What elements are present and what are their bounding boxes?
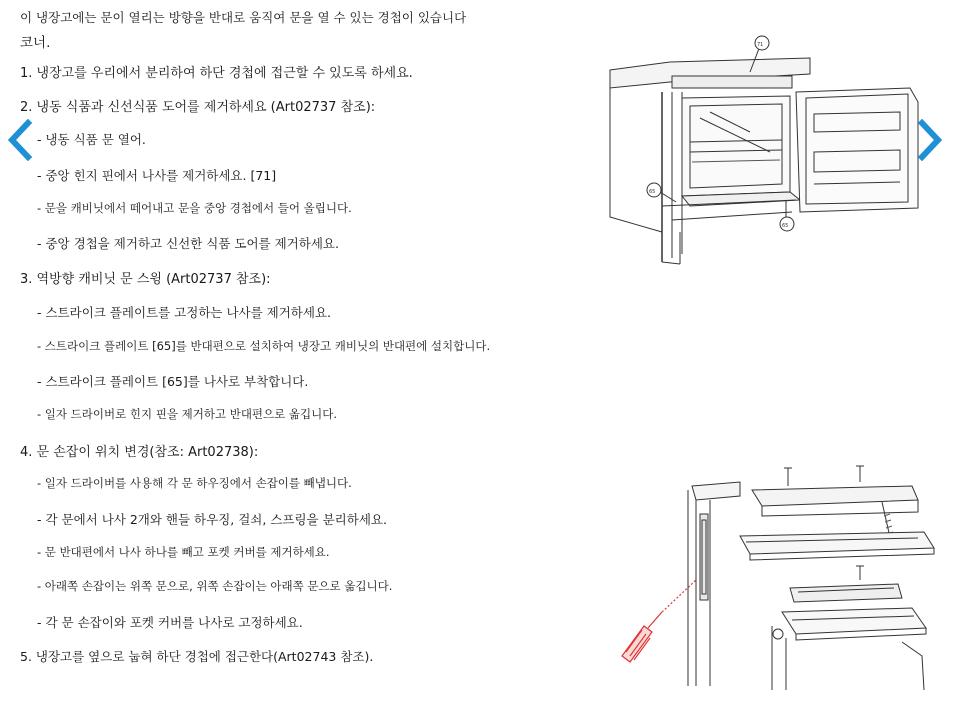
step-2: 2. 냉동 식품과 신선식품 도어를 제거하세요 (Art02737 참조): — [20, 100, 376, 115]
step-3-sub-2: - 스트라이크 플레이트 [65]를 반대편으로 설치하여 냉장고 캐비닛의 반대편에 설치합니다. — [37, 339, 491, 353]
step-3-sub-3: - 스트라이크 플레이트 [65]를 나사로 부착합니다. — [37, 374, 309, 389]
callout-65-left: 65 — [649, 189, 656, 195]
next-arrow-button[interactable] — [914, 118, 948, 162]
step-3-sub-1: - 스트라이크 플레이트를 고정하는 나사를 제거하세요. — [37, 305, 332, 320]
step-4: 4. 문 손잡이 위치 변경(참조: Art02738): — [20, 445, 259, 460]
step-2-sub-2: - 중앙 힌지 핀에서 나사를 제거하세요. [71] — [37, 168, 277, 183]
fridge-door-diagram — [600, 32, 930, 272]
intro-line-2: 코너. — [20, 35, 51, 51]
step-3-sub-4: - 일자 드라이버로 힌지 핀을 제거하고 반대편으로 옮깁니다. — [37, 407, 338, 421]
step-1: 1. 냉장고를 우리에서 분리하여 하단 경첩에 접근할 수 있도록 하세요. — [20, 66, 413, 81]
step-4-sub-3: - 문 반대편에서 나사 하나를 빼고 포켓 커버를 제거하세요. — [37, 545, 330, 559]
callout-71: 71 — [757, 42, 764, 48]
intro-line-1: 이 냉장고에는 문이 열리는 방향을 반대로 움직여 문을 열 수 있는 경첩이 있습니다 — [20, 10, 467, 25]
step-4-sub-5: - 각 문 손잡이와 포켓 커버를 나사로 고정하세요. — [37, 615, 303, 630]
prev-arrow-button[interactable] — [2, 118, 36, 162]
handle-relocation-diagram — [612, 456, 944, 690]
chevron-left-icon — [4, 119, 34, 161]
step-2-sub-4: - 중앙 경첩을 제거하고 신선한 식품 도어를 제거하세요. — [37, 236, 339, 251]
step-2-sub-1: - 냉동 식품 문 열어. — [37, 132, 146, 147]
step-5: 5. 냉장고를 옆으로 눕혀 하단 경첩에 접근한다(Art02743 참조). — [20, 649, 374, 664]
chevron-right-icon — [916, 119, 946, 161]
step-4-sub-2: - 각 문에서 나사 2개와 핸들 하우징, 걸쇠, 스프링을 분리하세요. — [37, 512, 387, 527]
step-2-sub-3: - 문을 캐비닛에서 떼어내고 문을 중앙 경첩에서 들어 올립니다. — [37, 201, 352, 215]
step-3: 3. 역방향 캐비닛 문 스윙 (Art02737 참조): — [20, 272, 271, 287]
step-4-sub-1: - 일자 드라이버를 사용해 각 문 하우징에서 손잡이를 빼냅니다. — [37, 476, 352, 490]
callout-65-right: 65 — [782, 223, 789, 229]
step-4-sub-4: - 아래쪽 손잡이는 위쪽 문으로, 위쪽 손잡이는 아래쪽 문으로 옮깁니다. — [37, 579, 393, 593]
